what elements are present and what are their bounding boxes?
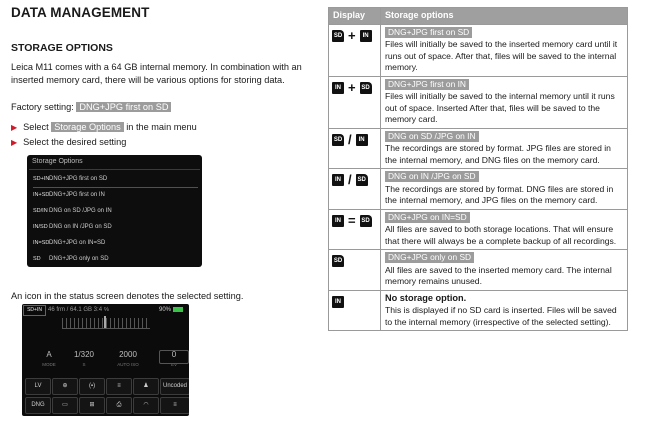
sd-card-icon: SD: [332, 30, 344, 42]
display-icon-cell: [329, 128, 381, 169]
storage-option-name: DNG+JPG first on IN: [385, 79, 469, 90]
storage-icon-group: [332, 80, 377, 96]
storage-option-cell: [381, 169, 628, 210]
table-header-row: [329, 8, 628, 25]
storage-icon-group: [332, 253, 377, 269]
menu-item[interactable]: [33, 251, 198, 267]
exposure-value: [113, 350, 143, 367]
left-column: [11, 4, 311, 408]
section-heading: DATA MANAGEMENT: [11, 5, 150, 20]
status-control-grid: [25, 378, 187, 414]
value-label: AUTO ISO: [117, 362, 139, 367]
display-icon-cell: [329, 250, 381, 291]
header-display: Display: [329, 8, 381, 25]
storage-option-name: DNG+JPG on IN=SD: [385, 212, 470, 223]
exposure-value: [34, 350, 64, 367]
menu-item[interactable]: [33, 219, 198, 235]
storage-icon-group: [332, 294, 377, 310]
status-top-bar: [22, 304, 189, 316]
menu-item[interactable]: [33, 187, 198, 203]
storage-icon: SD+IN: [33, 176, 50, 182]
storage-icon: IN+SD: [33, 192, 50, 198]
status-control-button[interactable]: ◠: [133, 397, 159, 414]
table-row: [329, 169, 628, 210]
separator-symbol: +: [348, 27, 356, 43]
value-text: 2000: [119, 350, 137, 359]
storage-option-description: All files are saved to both storage locations. That will ensure that there will always be a complete backup of all recordings.: [385, 224, 617, 246]
battery-indicator: 90%: [159, 304, 183, 316]
menu-item[interactable]: [33, 203, 198, 219]
internal-memory-icon: IN: [332, 215, 344, 227]
sd-card-icon: SD: [332, 255, 344, 267]
storage-option-name: DNG on IN /JPG on SD: [385, 171, 479, 182]
storage-icon-group: [332, 132, 377, 148]
storage-option-name: DNG+JPG first on SD: [385, 27, 472, 38]
display-icon-cell: [329, 209, 381, 250]
instruction-step-1: ▶ Select Storage Options in the main menu: [11, 122, 197, 132]
storage-icon-group: [332, 28, 377, 44]
storage-icon: IN/SD: [33, 224, 48, 230]
sd-card-icon: SD: [356, 174, 368, 186]
status-control-button[interactable]: ⊕: [52, 378, 78, 395]
menu-divider: [29, 169, 200, 170]
storage-option-description: All files are saved to the inserted memory card. The internal memory remains unused.: [385, 264, 612, 286]
status-control-button[interactable]: ⎙: [106, 397, 132, 414]
internal-memory-icon: IN: [360, 30, 372, 42]
storage-option-name: No storage option.: [385, 292, 467, 303]
factory-setting: [11, 101, 171, 114]
separator-symbol: /: [348, 131, 352, 147]
menu-item-reference: Storage Options: [51, 122, 123, 132]
status-control-button[interactable]: ≡: [106, 378, 132, 395]
storage-icon: SD/IN: [33, 208, 48, 214]
table-row: [329, 76, 628, 128]
storage-option-name: DNG+JPG only on SD: [385, 252, 474, 263]
display-icon-cell: [329, 76, 381, 128]
menu-item-label: DNG+JPG first on SD: [49, 176, 108, 182]
separator-symbol: +: [348, 79, 356, 95]
storage-option-cell: [381, 76, 628, 128]
table-row: [329, 24, 628, 76]
menu-item[interactable]: [33, 235, 198, 251]
storage-option-description: Files will initially be saved to the inserted memory card until it runs out of space. After that, files will be saved to the internal memory.: [385, 39, 618, 72]
storage-option-cell: [381, 290, 628, 331]
factory-setting-value: DNG+JPG first on SD: [76, 102, 171, 112]
exposure-scale: [62, 318, 150, 329]
status-control-button[interactable]: Uncoded: [160, 378, 189, 395]
storage-option-cell: [381, 209, 628, 250]
storage-option-description: Files will initially be saved to the internal memory until it runs out of space. Inserted After that, files will be saved to the memory card.: [385, 91, 615, 124]
intro-paragraph: Leica M11 comes with a 64 GB internal memory. In combination with an inserted memory card, there will be various options for storing data.: [11, 62, 302, 85]
storage-icon-group: [332, 213, 377, 229]
ev-box: [159, 350, 189, 364]
status-control-button[interactable]: ▭: [52, 397, 78, 414]
storage-option-name: DNG on SD /JPG on IN: [385, 131, 479, 142]
menu-item-label: DNG+JPG first on IN: [49, 192, 105, 198]
sd-card-icon: SD: [360, 82, 372, 94]
internal-memory-icon: IN: [356, 134, 368, 146]
menu-item-label: DNG+JPG on IN=SD: [49, 240, 106, 246]
status-screen: [22, 304, 189, 416]
status-control-button[interactable]: (▪): [79, 378, 105, 395]
value-text: 0: [171, 350, 177, 359]
internal-memory-icon: IN: [332, 82, 344, 94]
storage-options-menu: [27, 155, 202, 267]
value-text: 1/320: [73, 350, 95, 359]
status-control-button[interactable]: ♟: [133, 378, 159, 395]
menu-title: Storage Options: [32, 158, 83, 165]
table-row: [329, 209, 628, 250]
value-label: EV: [170, 362, 177, 367]
exposure-value: [69, 350, 99, 367]
table-row: [329, 250, 628, 291]
bullet-triangle-icon: ▶: [11, 123, 18, 132]
storage-option-description: The recordings are stored by format. JPG files are stored in the internal memory, and DNG files on the memory card.: [385, 143, 611, 165]
exposure-scale-marker: [104, 316, 106, 328]
storage-icon: IN=SD: [33, 240, 50, 246]
sd-card-icon: SD: [332, 134, 344, 146]
menu-item-label: DNG on IN /JPG on SD: [49, 224, 112, 230]
menu-item-label: DNG on SD /JPG on IN: [49, 208, 112, 214]
status-info: 46 frm / 64.1 GB 3:4 ℅: [48, 307, 110, 313]
header-storage-options: Storage options: [381, 8, 628, 25]
table-row: [329, 128, 628, 169]
internal-memory-icon: IN: [332, 296, 344, 308]
internal-memory-icon: IN: [332, 174, 344, 186]
storage-option-cell: [381, 24, 628, 76]
table-row: [329, 290, 628, 331]
sd-card-icon: SD: [360, 215, 372, 227]
storage-option-cell: [381, 250, 628, 291]
storage-option-icon: SD+IN: [23, 305, 46, 316]
display-icon-cell: [329, 24, 381, 76]
status-control-button[interactable]: ≡: [160, 397, 189, 414]
separator-symbol: /: [348, 172, 352, 187]
subsection-heading: STORAGE OPTIONS: [11, 42, 113, 54]
menu-item[interactable]: [33, 171, 198, 188]
storage-option-description: This is displayed if no SD card is inserted. Files will be saved to the internal memory (irrespective of the selected setting).: [385, 305, 617, 327]
menu-item-label: DNG+JPG only on SD: [49, 256, 109, 262]
status-caption: An icon in the status screen denotes the selected setting.: [11, 291, 244, 301]
display-icon-cell: [329, 169, 381, 210]
status-control-button[interactable]: ⊞: [79, 397, 105, 414]
storage-icon: SD: [33, 256, 41, 262]
storage-option-description: The recordings are stored by format. DNG files are stored in the internal memory, and JPG files on the memory card.: [385, 183, 614, 205]
factory-setting-label: Factory setting:: [11, 102, 74, 112]
value-label: MODE: [42, 362, 56, 367]
storage-icon-group: [332, 172, 377, 188]
bullet-triangle-icon: ▶: [11, 138, 18, 147]
storage-option-cell: [381, 128, 628, 169]
separator-symbol: =: [348, 212, 356, 228]
status-control-button[interactable]: LV: [25, 378, 51, 395]
status-control-button[interactable]: DNG: [25, 397, 51, 414]
value-label: S: [82, 362, 86, 367]
value-text: A: [46, 350, 52, 359]
battery-icon: [173, 307, 183, 312]
storage-options-table: [328, 7, 628, 331]
display-icon-cell: [329, 290, 381, 331]
instruction-step-2: ▶ Select the desired setting: [11, 137, 127, 147]
